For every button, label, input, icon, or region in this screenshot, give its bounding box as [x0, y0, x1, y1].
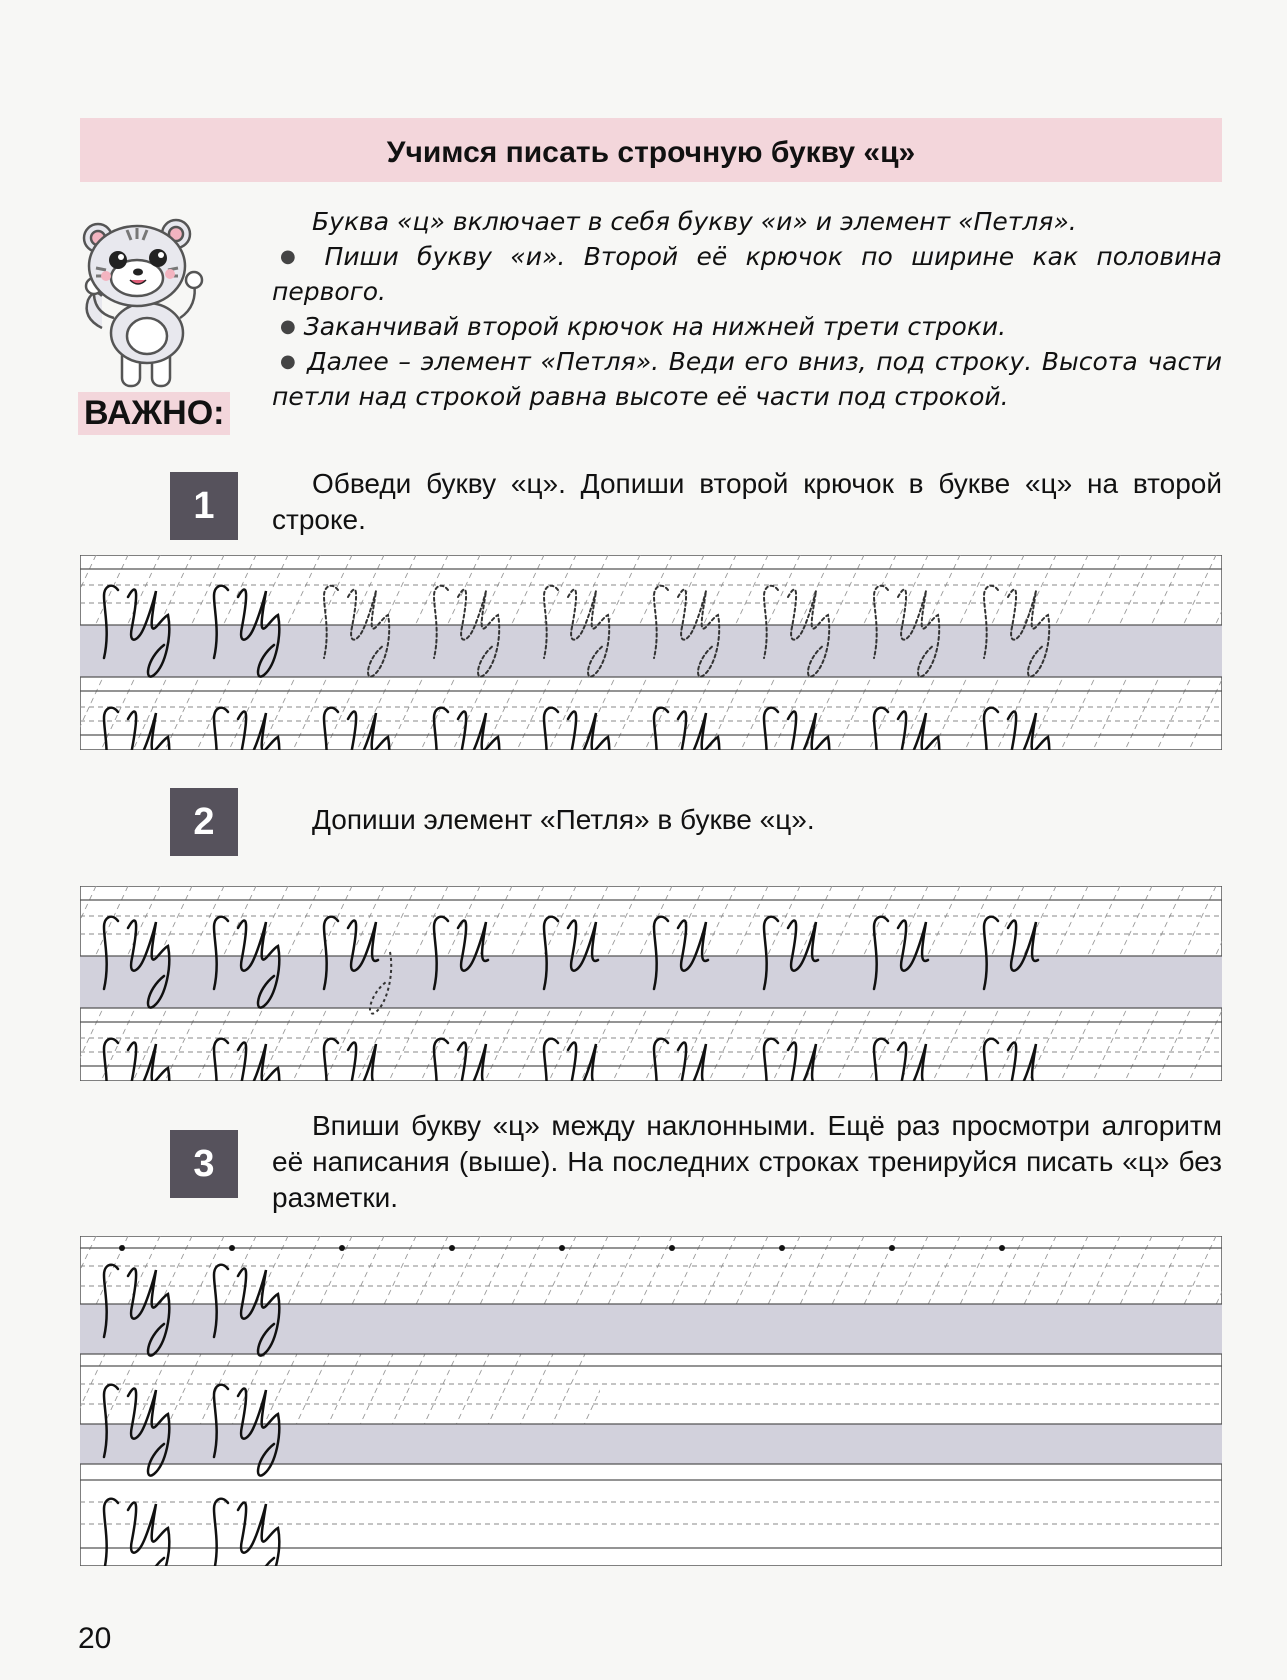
- rule-item: ● Заканчивай второй крючок на нижней трети строки.: [280, 312, 1007, 341]
- bullet-icon: ●: [280, 316, 296, 337]
- task-instruction: Обведи букву «ц». Допиши второй крючок в букве «ц» на второй строке.: [272, 468, 1222, 535]
- handwriting-lines[interactable]: [80, 555, 1222, 750]
- copybook-grid[interactable]: [80, 886, 1222, 1081]
- rule-item: ● Далее – элемент «Петля». Веди его вниз, под строку. Высота части петли над строкой равна высоте её части под строкой.: [272, 347, 1222, 411]
- bullet-icon: ●: [280, 246, 307, 267]
- task-number-badge: 2: [170, 788, 238, 856]
- page-number: 20: [78, 1622, 112, 1655]
- page-title: Учимся писать строчную букву «ц»: [386, 136, 916, 169]
- handwriting-lines[interactable]: [80, 1236, 1222, 1566]
- task-instruction: Допиши элемент «Петля» в букве «ц».: [312, 804, 815, 835]
- rule-intro: Буква «ц» включает в себя букву «и» и элемент «Петля».: [312, 207, 1077, 236]
- rules-block: [272, 204, 1222, 414]
- copybook-grid[interactable]: [80, 555, 1222, 750]
- important-label: ВАЖНО:: [78, 392, 230, 435]
- copybook-grid[interactable]: [80, 1236, 1222, 1566]
- header-band: [80, 118, 1222, 182]
- handwriting-lines[interactable]: [80, 886, 1222, 1081]
- bullet-icon: ●: [280, 351, 298, 372]
- rule-item: ● Пиши букву «и». Второй её крючок по ширине как половина первого.: [272, 242, 1222, 306]
- tiger-cub-icon: [72, 208, 222, 393]
- task-number-badge: 1: [170, 472, 238, 540]
- task-number-badge: 3: [170, 1130, 238, 1198]
- task-instruction: Впиши букву «ц» между наклонными. Ещё раз просмотри алгоритм её написания (выше). На последних строках тренируйся писать «ц» без разметки.: [272, 1110, 1222, 1213]
